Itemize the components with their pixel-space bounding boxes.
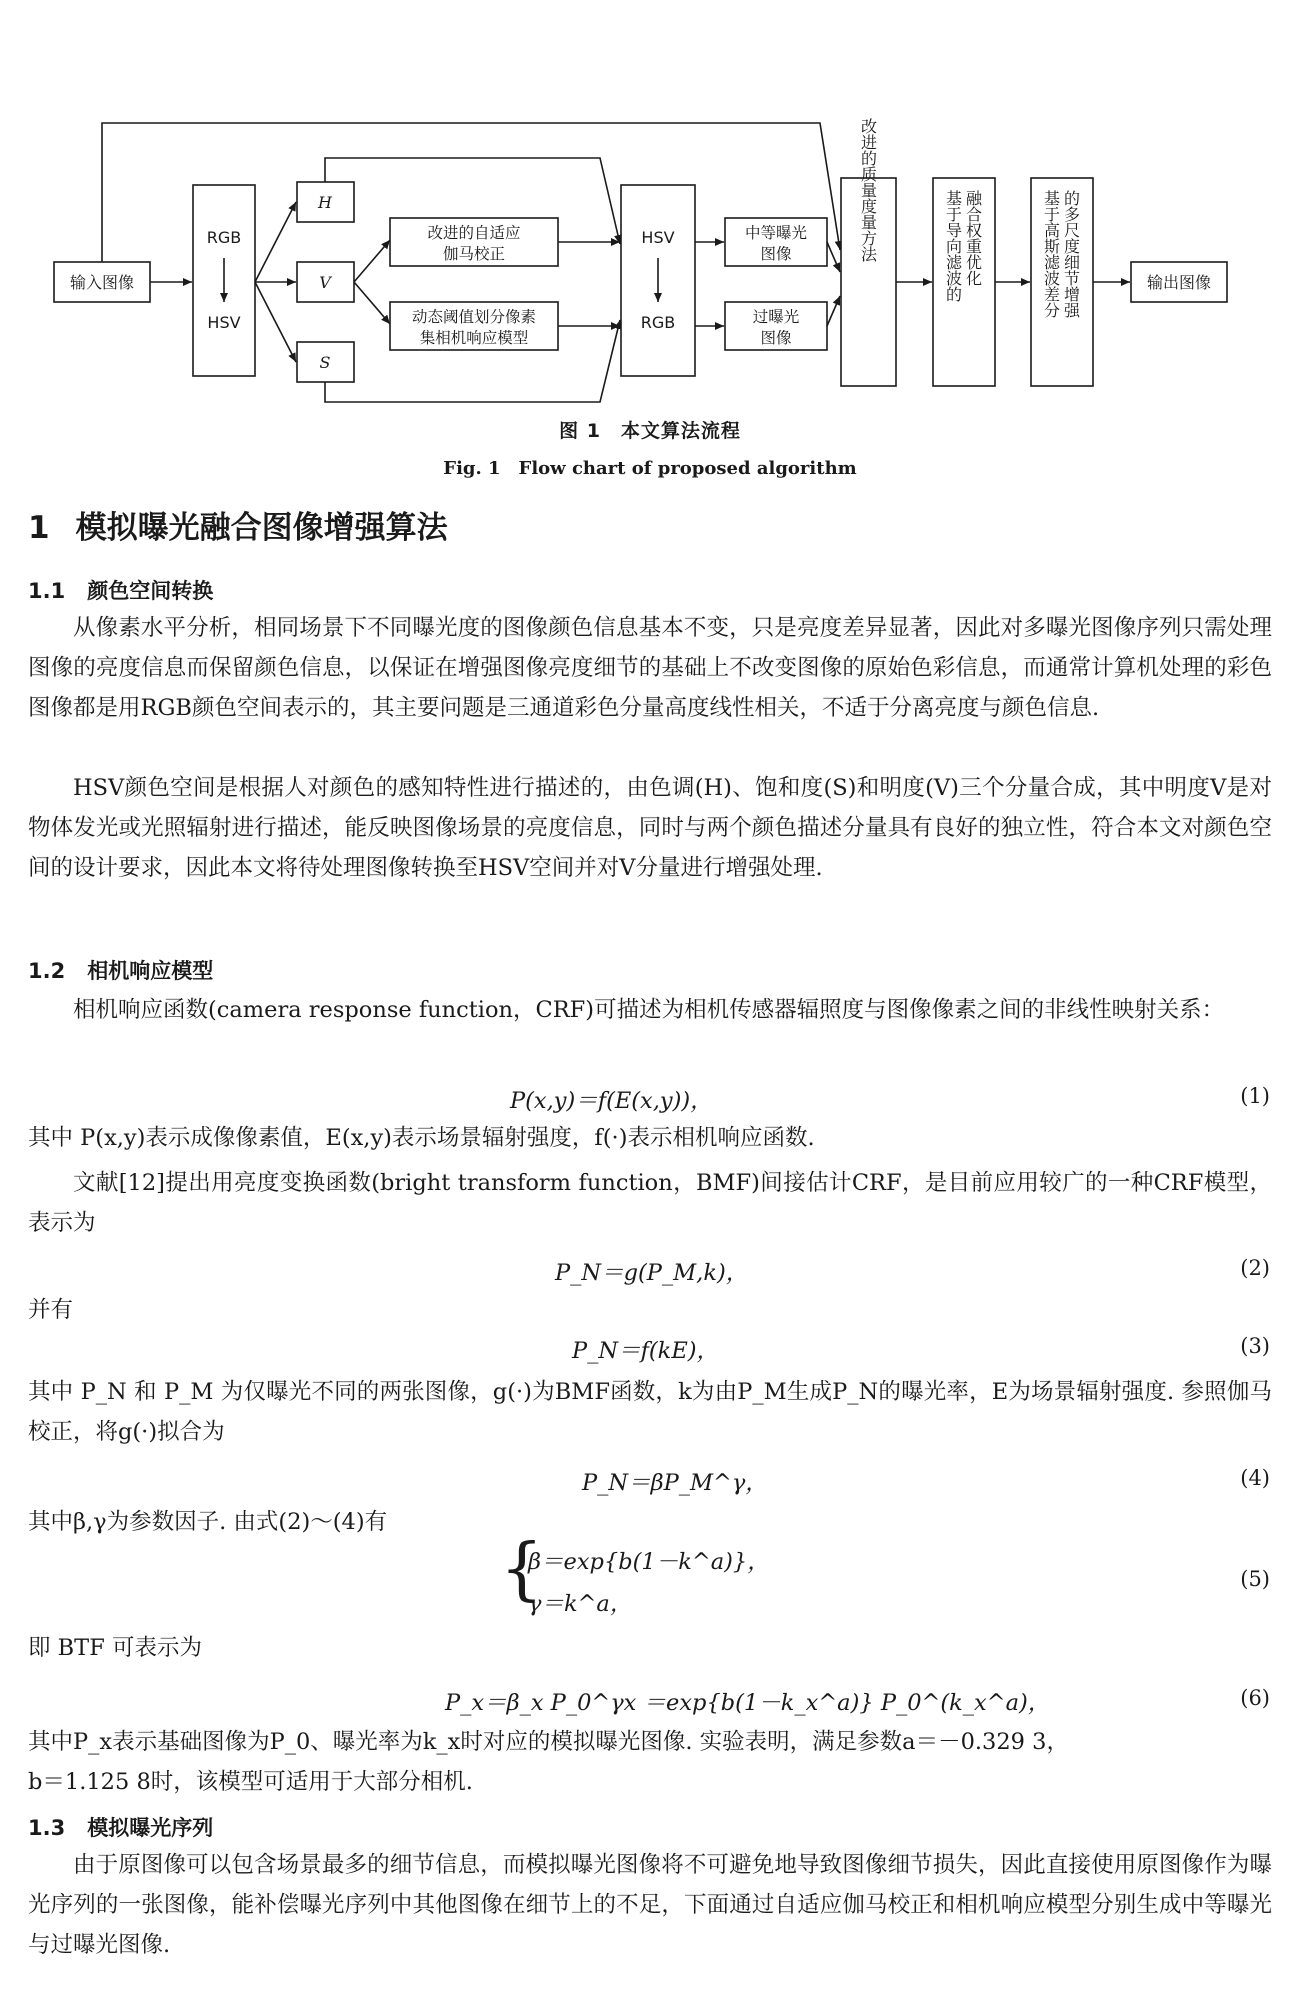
s11-paragraph-1: 从像素水平分析，相同场景下不同曝光度的图像颜色信息基本不变，只是亮度差异显著，因此对多曝光图像序列只需处理图像的亮度信息而保留颜色信息，以保证在增强图像亮度细节的基础上不改变图像的原始色彩信息，而通常计算机处理的彩色图像都是用RGB颜色空间表示的，其主要问题是三通道彩色分量高度线性相关，不适于分离亮度与颜色信息. — [28, 615, 1272, 721]
equation-2-number: (2) — [1240, 1256, 1270, 1280]
over-line2: 图像 — [760, 329, 792, 347]
s12-btf: 即 BTF 可表示为 — [28, 1635, 202, 1661]
hsv-rgb-top: HSV — [641, 228, 675, 247]
hsv-rgb-bottom: RGB — [640, 313, 676, 332]
equation-3: P_N＝f(kE)， — [572, 1338, 720, 1364]
section-1-1-heading — [28, 575, 213, 605]
v-channel-label: V — [319, 273, 331, 292]
equation-5a: β＝exp{b(1－k^a)}， — [528, 1549, 770, 1575]
s12-and: 并有 — [28, 1297, 74, 1323]
arrow-v-to-crf — [354, 282, 390, 324]
crf-line2: 集相机响应模型 — [419, 329, 529, 347]
section-1-2-number: 1.2 — [28, 959, 66, 983]
output-image-label: 输出图像 — [1146, 273, 1212, 292]
arrow-mid-to-quality — [827, 242, 840, 272]
weight-col2: 融合权重优化 — [963, 190, 983, 286]
section-1-number: 1 — [28, 510, 50, 546]
section-1-heading — [28, 502, 448, 547]
algorithm-flowchart — [40, 110, 1270, 430]
h-channel-label: H — [318, 193, 332, 212]
section-1-3-title: 模拟曝光序列 — [87, 1816, 214, 1840]
fuse-col1: 基于高斯滤波差分 — [1041, 190, 1061, 318]
gamma-line2: 伽马校正 — [442, 245, 506, 263]
section-1-1-number: 1.1 — [28, 579, 66, 603]
equation-3-number: (3) — [1240, 1334, 1270, 1358]
arrow-v-to-gamma — [354, 240, 390, 282]
weight-col1: 基于导向滤波的 — [943, 190, 963, 302]
equation-6: P_x＝β_x P_0^γx ＝exp{b(1－k_x^a)} P_0^(k_x^a)， — [445, 1690, 1051, 1716]
section-1-title: 模拟曝光融合图像增强算法 — [75, 510, 448, 546]
gamma-line1: 改进的自适应 — [427, 224, 521, 242]
s12-after-eq3: 其中 P_N 和 P_M 为仅曝光不同的两张图像，g(·)为BMF函数，k为由P_M生成P_N的曝光率，E为场景辐射强度. 参照伽马校正，将g(·)拟合为 — [28, 1379, 1272, 1445]
equation-1: P(x,y)＝f(E(x,y))， — [510, 1088, 713, 1114]
mid-line1: 中等曝光 — [744, 224, 808, 242]
equation-5b: γ＝k^a， — [528, 1591, 633, 1617]
crf-line1: 动态阈值划分像素 — [411, 308, 537, 326]
equation-4: P_N＝βP_M^γ， — [582, 1470, 768, 1496]
s12-paragraph-2: 文献[12]提出用亮度变换函数(bright transform function，BMF)间接估计CRF，是目前应用较广的一种CRF模型，表示为 — [28, 1170, 1272, 1236]
s-channel-label: S — [319, 353, 331, 372]
equation-5-brace: { — [500, 1530, 544, 1609]
s12-after-eq6-line1: 其中P_x表示基础图像为P_0、曝光率为k_x时对应的模拟曝光图像. 实验表明，满足参数a＝－0.329 3， — [28, 1729, 1069, 1755]
arrow-over-to-quality — [827, 296, 840, 326]
equation-2: P_N＝g(P_M,k)， — [555, 1260, 749, 1286]
section-1-1-title: 颜色空间转换 — [87, 579, 214, 603]
section-1-2-title: 相机响应模型 — [87, 959, 214, 983]
figure-caption-zh: 图 1 本文算法流程 — [559, 420, 741, 442]
input-image-label: 输入图像 — [69, 273, 135, 292]
equation-6-number: (6) — [1240, 1686, 1270, 1710]
figure-caption-en: Fig. 1 Flow chart of proposed algorithm — [443, 458, 857, 479]
s12-after-eq6-line2: b＝1.125 8时，该模型可适用于大部分相机. — [28, 1769, 473, 1795]
equation-4-number: (4) — [1240, 1466, 1270, 1490]
arrow-to-s — [255, 282, 296, 362]
s13-paragraph-1: 由于原图像可以包含场景最多的细节信息，而模拟曝光图像将不可避免地导致图像细节损失，因此直接使用原图像作为曝光序列的一张图像，能补偿曝光序列中其他图像在细节上的不足，下面通过自适应伽马校正和相机响应模型分别生成中等曝光与过曝光图像. — [28, 1852, 1272, 1958]
rgb-hsv-top: RGB — [206, 228, 242, 247]
section-1-3-number: 1.3 — [28, 1816, 66, 1840]
rgb-hsv-bottom: HSV — [207, 313, 241, 332]
arrow-to-h — [255, 202, 296, 282]
s11-paragraph-2: HSV颜色空间是根据人对颜色的感知特性进行描述的，由色调(H)、饱和度(S)和明度(V)三个分量合成，其中明度V是对物体发光或光照辐射进行描述，能反映图像场景的亮度信息，同时与两个颜色描述分量具有良好的独立性，符合本文对颜色空间的设计要求，因此本文将待处理图像转换至HSV空间并对V分量进行增强处理. — [28, 775, 1272, 881]
s12-after-eq4: 其中β,γ为参数因子. 由式(2)～(4)有 — [28, 1509, 388, 1535]
s12-after-eq1: 其中 P(x,y)表示成像像素值，E(x,y)表示场景辐射强度，f(·)表示相机响应函数. — [28, 1125, 815, 1151]
over-line1: 过曝光 — [752, 308, 800, 326]
quality-label: 改进的质量度量方法 — [858, 118, 878, 262]
mid-line2: 图像 — [760, 245, 792, 263]
fuse-col2: 的多尺度细节增强 — [1061, 190, 1081, 318]
section-1-2-heading — [28, 955, 213, 985]
equation-5-number: (5) — [1240, 1567, 1270, 1591]
section-1-3-heading — [28, 1812, 213, 1842]
s12-paragraph-1: 相机响应函数(camera response function，CRF)可描述为相机传感器辐照度与图像像素之间的非线性映射关系： — [73, 997, 1225, 1023]
equation-1-number: (1) — [1240, 1084, 1270, 1108]
